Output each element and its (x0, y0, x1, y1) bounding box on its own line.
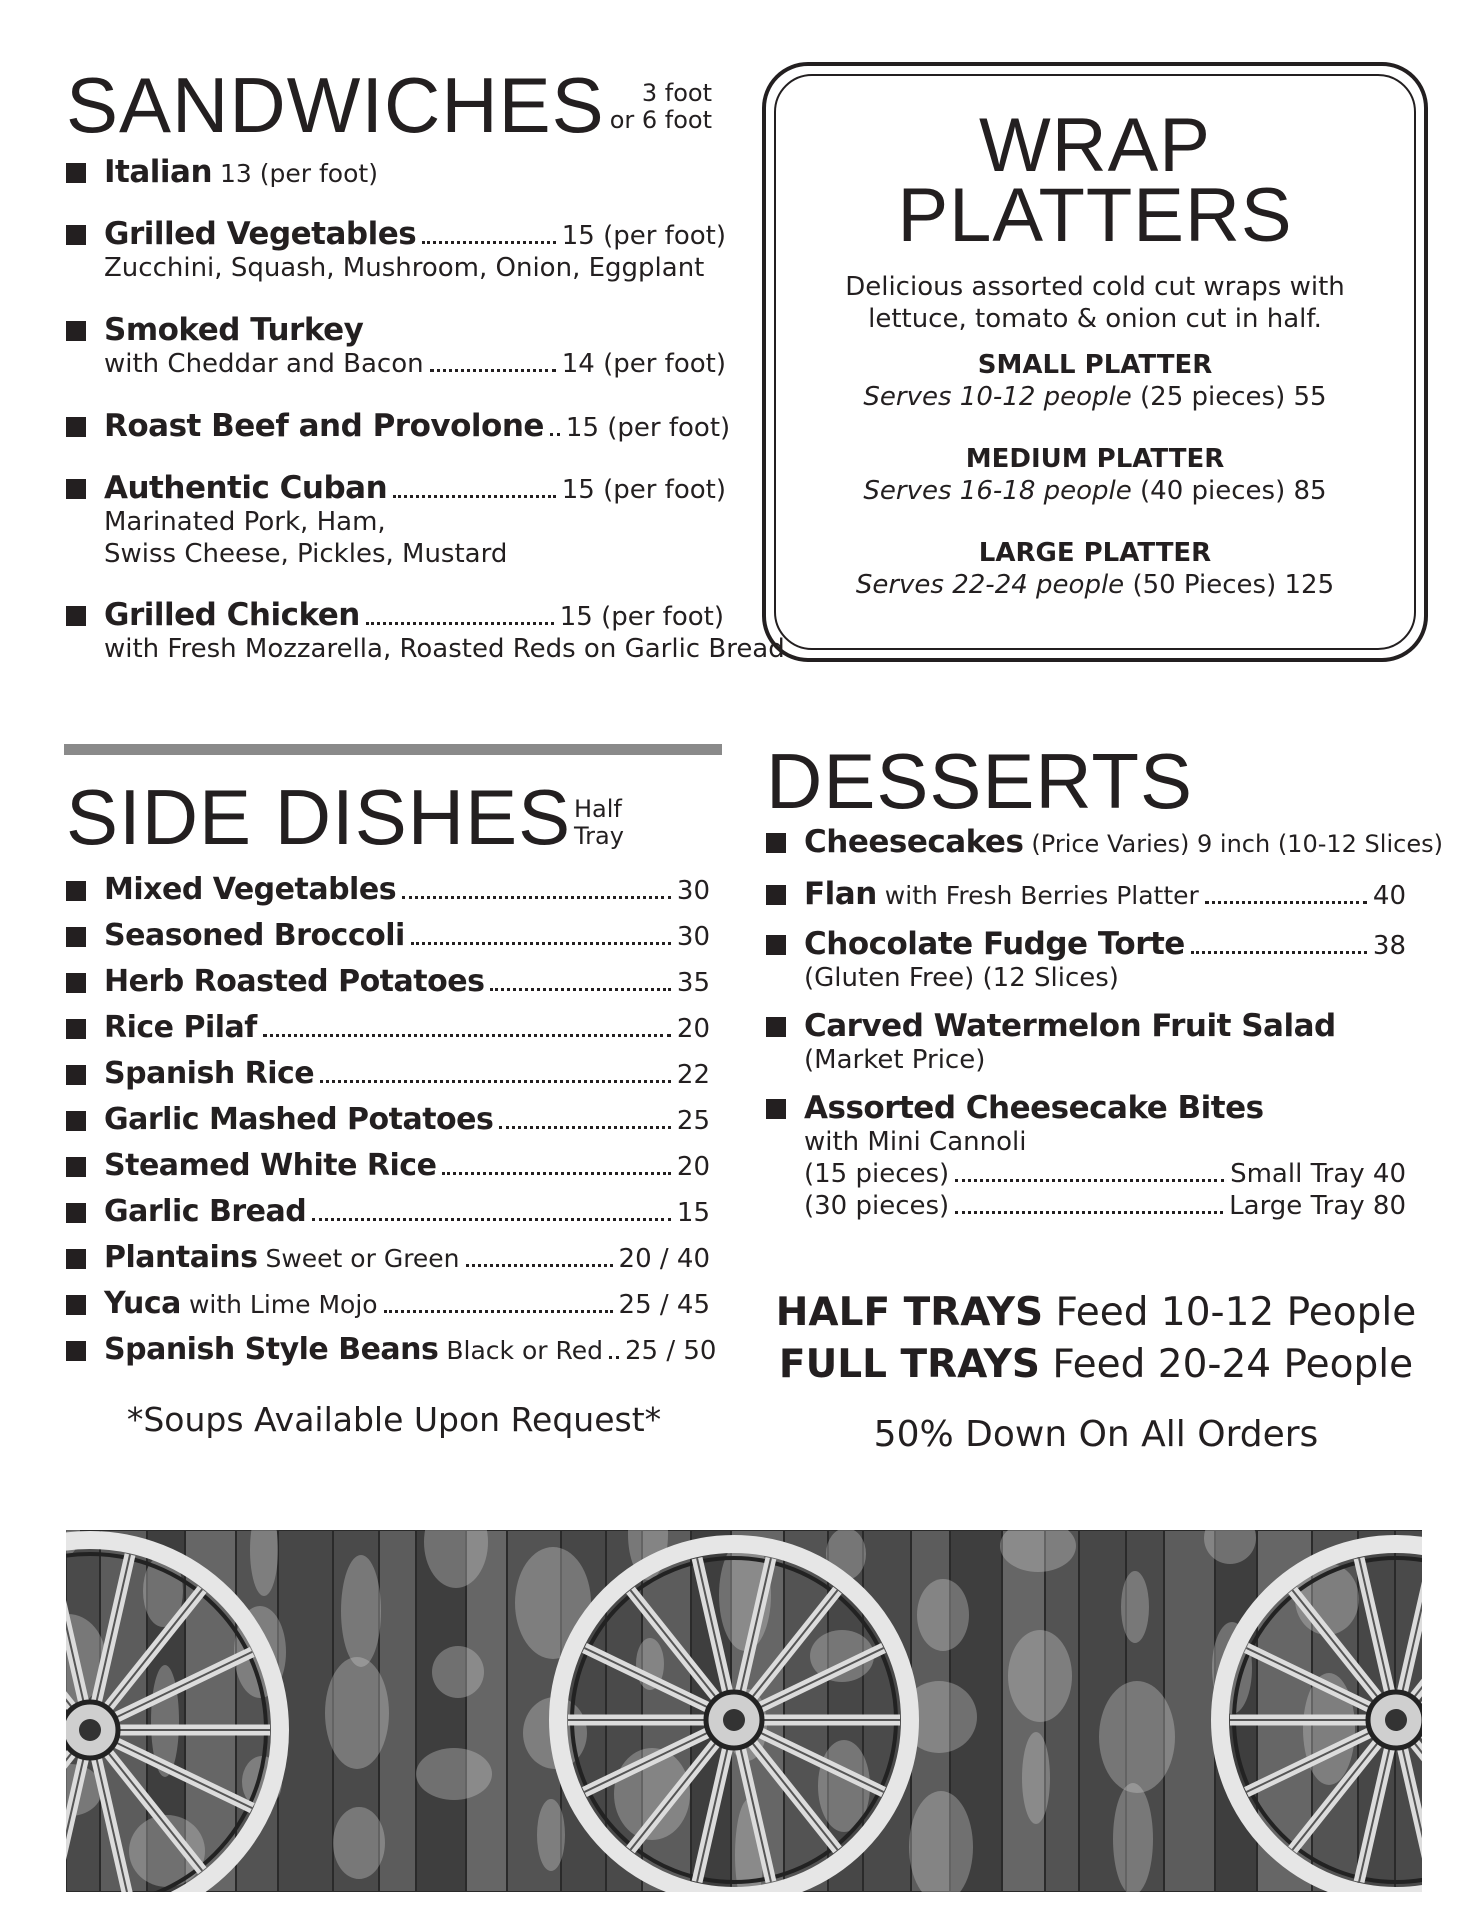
light-blotch (1022, 1732, 1050, 1824)
platter-detail: (40 pieces) 85 (1140, 476, 1327, 506)
wrap-description-line: lettuce, tomato & onion cut in half. (868, 304, 1322, 334)
item-price: 20 / 40 (618, 1244, 710, 1274)
dessert-cheesecakes (766, 824, 1443, 860)
wrap-platters-box (762, 62, 1428, 662)
item-price: 20 (676, 1014, 710, 1044)
info-bold: FULL TRAYS (778, 1342, 1040, 1387)
dot-leader (411, 942, 671, 945)
dot-leader (466, 1264, 613, 1267)
item-description: with Cheddar and Bacon (104, 349, 424, 379)
light-blotch (1008, 1630, 1072, 1722)
item-price: 25 / 45 (618, 1290, 710, 1320)
bullet-square (766, 1099, 786, 1119)
dot-leader (402, 896, 671, 899)
sandwich-grilled-vegetables (66, 216, 726, 284)
item-name: Garlic Bread (104, 1194, 307, 1229)
dessert-watermelon (766, 1008, 1406, 1076)
item-name: Spanish Style Beans (104, 1332, 439, 1367)
sandwich-smoked-turkey (66, 312, 726, 380)
platter-detail: (50 Pieces) 125 (1132, 570, 1335, 600)
side-dishes-list (66, 872, 717, 1378)
bullet-square (66, 225, 86, 245)
light-blotch (1099, 1681, 1175, 1793)
bullet-square (66, 1295, 86, 1315)
desserts-title: DESSERTS (766, 737, 1194, 825)
item-price: 15 (676, 1198, 710, 1228)
bullet-square (66, 1019, 86, 1039)
item-note: (Price Varies) 9 inch (10-12 Slices) (1031, 830, 1443, 858)
info-bold: HALF TRAYS (775, 1290, 1044, 1335)
dessert-cheesecake-bites (766, 1090, 1406, 1222)
item-name: Garlic Mashed Potatoes (104, 1102, 494, 1137)
light-blotch (917, 1579, 969, 1651)
platter-serves (766, 570, 1424, 600)
half-trays-info (766, 1290, 1426, 1335)
side-dish-item (66, 1102, 710, 1148)
bullet-square (66, 321, 86, 341)
platter-serves-italic: Serves 22-24 people (855, 570, 1125, 600)
sandwiches-title: SANDWICHES (66, 61, 605, 149)
bullet-square (66, 1341, 86, 1361)
tray-size-label: (30 pieces) (804, 1191, 950, 1221)
bullet-square (66, 606, 86, 626)
side-dishes-title: SIDE DISHES (66, 773, 572, 861)
platter-name: SMALL PLATTER (977, 350, 1213, 380)
dot-leader (609, 1356, 619, 1359)
platter-serves (766, 476, 1424, 506)
item-name: Spanish Rice (104, 1056, 315, 1091)
side-dish-item (66, 918, 710, 964)
wrap-description-line: Delicious assorted cold cut wraps with (845, 272, 1345, 302)
side-dish-item (66, 1286, 710, 1332)
sandwich-roast-beef (66, 408, 731, 444)
wood-plank (466, 1530, 507, 1892)
item-name: Grilled Vegetables (104, 216, 417, 252)
item-note: Black or Red (446, 1336, 603, 1365)
bullet-square (66, 1111, 86, 1131)
item-price: 15 (per foot) (565, 413, 731, 443)
dot-leader (320, 1080, 671, 1083)
dot-leader (442, 1172, 670, 1175)
bullet-square (66, 417, 86, 437)
side-dish-item (66, 1194, 710, 1240)
dot-leader (955, 1211, 1223, 1214)
item-name: Steamed White Rice (104, 1148, 437, 1183)
dot-leader (490, 988, 670, 991)
item-name: Plantains (104, 1240, 258, 1275)
dot-leader (263, 1034, 671, 1037)
item-price: 20 (676, 1152, 710, 1182)
bullet-square (66, 881, 86, 901)
dot-leader (550, 433, 560, 436)
size-note-line: Half (574, 795, 622, 823)
item-price: 15 (per foot) (561, 475, 726, 505)
item-price: 15 (per foot) (559, 602, 724, 632)
item-name: Chocolate Fudge Torte (804, 926, 1185, 962)
item-price: 35 (676, 968, 710, 998)
bullet-square (766, 1017, 786, 1037)
item-price: 22 (676, 1060, 710, 1090)
side-dishes-size-note (574, 796, 624, 850)
soups-footnote: *Soups Available Upon Request* (126, 1400, 662, 1439)
item-name: Italian (104, 154, 213, 190)
item-description: (Market Price) (804, 1045, 986, 1075)
light-blotch (1121, 1571, 1149, 1643)
wagon-wheels-banner (66, 1530, 1422, 1892)
item-name: Cheesecakes (804, 824, 1024, 860)
dot-leader (1205, 901, 1367, 904)
item-name: Authentic Cuban (104, 470, 388, 506)
dot-leader (393, 495, 556, 498)
dot-leader (422, 241, 556, 244)
side-dish-item (66, 964, 710, 1010)
dot-leader (312, 1218, 671, 1221)
item-description: Marinated Pork, Ham, (104, 507, 386, 537)
item-name: Carved Watermelon Fruit Salad (804, 1008, 1336, 1044)
item-name: Grilled Chicken (104, 597, 360, 633)
dessert-flan (766, 876, 1406, 912)
tray-size-label: (15 pieces) (804, 1159, 950, 1189)
deposit-info: 50% Down On All Orders (873, 1414, 1319, 1455)
item-price: Large Tray 80 (1229, 1191, 1406, 1221)
sandwich-authentic-cuban (66, 470, 726, 570)
wood-plank (1164, 1530, 1215, 1892)
item-description: Swiss Cheese, Pickles, Mustard (104, 539, 508, 569)
dot-leader (955, 1179, 1224, 1182)
item-price: 25 / 50 (624, 1336, 717, 1366)
wrap-title-line: WRAP (979, 103, 1211, 188)
light-blotch (1113, 1783, 1153, 1892)
bullet-square (766, 885, 786, 905)
full-trays-info (766, 1342, 1426, 1387)
size-note-line: 3 foot (641, 79, 712, 107)
item-price: 30 (676, 876, 710, 906)
light-blotch (341, 1555, 381, 1667)
item-name: Smoked Turkey (104, 312, 364, 348)
size-note-line: Tray (574, 822, 624, 850)
item-description: with Fresh Mozzarella, Roasted Reds on Garlic Bread (104, 634, 785, 664)
item-name: Rice Pilaf (104, 1010, 257, 1045)
platter-serves (766, 382, 1424, 412)
item-note: with Lime Mojo (188, 1290, 378, 1319)
info-rest: Feed 20-24 People (1052, 1342, 1414, 1387)
wagon-wheels-photo (66, 1530, 1422, 1892)
bullet-square (766, 935, 786, 955)
platter-serves-italic: Serves 10-12 people (863, 382, 1132, 412)
wrap-title-line: PLATTERS (897, 173, 1293, 258)
dessert-chocolate-fudge-torte (766, 926, 1406, 994)
item-name: Roast Beef and Provolone (104, 408, 544, 444)
side-dish-item (66, 1056, 710, 1102)
item-note: with Fresh Berries Platter (884, 881, 1199, 910)
item-name: Flan (804, 876, 877, 912)
platter-name: MEDIUM PLATTER (965, 444, 1225, 474)
bullet-square (66, 479, 86, 499)
item-price: 14 (per foot) (561, 349, 726, 379)
side-dish-item (66, 872, 710, 918)
sandwich-grilled-chicken (66, 597, 785, 665)
item-price: Small Tray 40 (1230, 1159, 1406, 1189)
side-dish-item (66, 1332, 717, 1378)
item-name: Seasoned Broccoli (104, 918, 405, 953)
bullet-square (66, 1157, 86, 1177)
light-blotch (416, 1748, 492, 1800)
item-description: Zucchini, Squash, Mushroom, Onion, Eggplant (104, 253, 705, 283)
light-blotch (333, 1807, 385, 1879)
item-name: Mixed Vegetables (104, 872, 397, 907)
dot-leader (430, 369, 556, 372)
item-description: (Gluten Free) (12 Slices) (804, 963, 1119, 993)
item-description: with Mini Cannoli (804, 1127, 1027, 1157)
item-price: 25 (676, 1106, 710, 1136)
bullet-square (66, 1203, 86, 1223)
platter-name: LARGE PLATTER (978, 538, 1212, 568)
side-dish-item (66, 1240, 710, 1286)
platter-serves-italic: Serves 16-18 people (863, 476, 1132, 506)
light-blotch (537, 1799, 565, 1871)
info-rest: Feed 10-12 People (1055, 1290, 1417, 1335)
size-note-line: or 6 foot (609, 106, 712, 134)
item-name: Herb Roasted Potatoes (104, 964, 485, 999)
dot-leader (366, 622, 554, 625)
side-dish-item (66, 1010, 710, 1056)
bullet-square (66, 1065, 86, 1085)
item-name: Yuca (104, 1286, 181, 1321)
item-price: 13 (per foot) (220, 159, 378, 188)
bullet-square (66, 927, 86, 947)
section-divider (64, 744, 722, 755)
light-blotch (432, 1646, 484, 1698)
item-price: 38 (1372, 931, 1406, 961)
item-price: 40 (1372, 881, 1406, 911)
bullet-square (66, 163, 86, 183)
platter-detail: (25 pieces) 55 (1140, 382, 1327, 412)
bullet-square (766, 833, 786, 853)
side-dish-item (66, 1148, 710, 1194)
light-blotch (325, 1657, 389, 1769)
dot-leader (499, 1126, 671, 1129)
item-price: 15 (per foot) (561, 221, 726, 251)
item-name: Assorted Cheesecake Bites (804, 1090, 1264, 1126)
dot-leader (384, 1310, 613, 1313)
sandwiches-size-note (600, 80, 712, 134)
sandwich-italian (66, 154, 726, 190)
item-price: 30 (676, 922, 710, 952)
dot-leader (1191, 951, 1367, 954)
bullet-square (66, 973, 86, 993)
item-note: Sweet or Green (265, 1244, 460, 1273)
bullet-square (66, 1249, 86, 1269)
